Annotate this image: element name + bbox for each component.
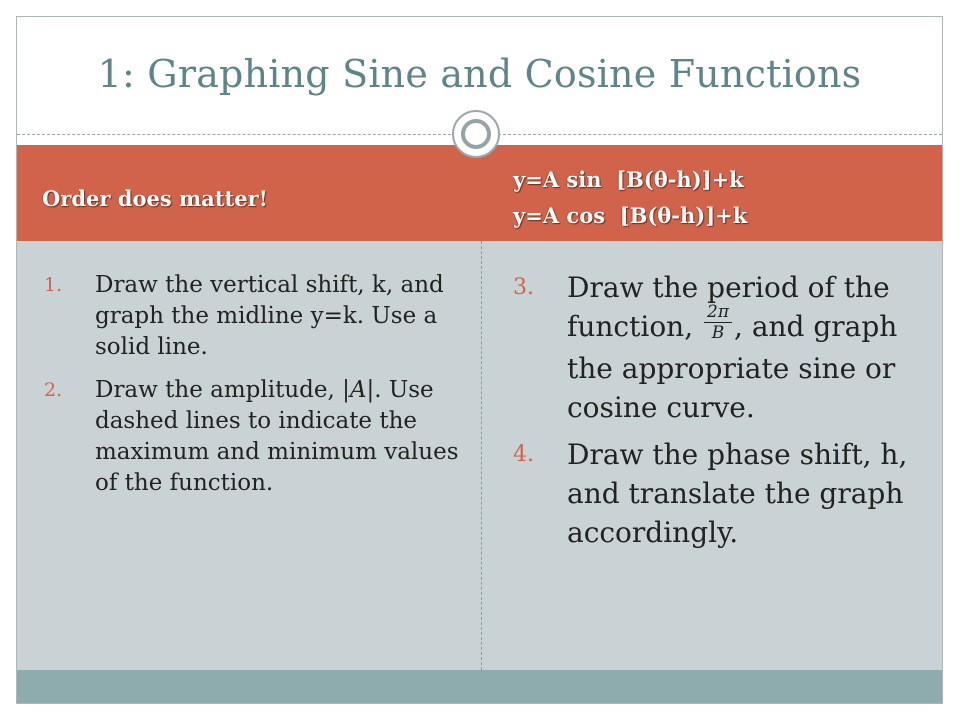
step-number: 1. [44, 274, 63, 296]
circle-ornament-icon [452, 110, 500, 158]
amplitude-math: |A| [342, 377, 375, 403]
fraction-numerator: 2π [704, 302, 732, 323]
cosine-equation: y=A cos [B(θ-h)]+k [513, 203, 748, 228]
step-text: Draw the phase shift, h, and translate the graph accordingly. [567, 438, 908, 549]
list-item [513, 268, 933, 427]
step-text: Draw the vertical shift, k, and graph the midline y=k. Use a solid line. [95, 272, 444, 360]
left-steps-list [44, 270, 464, 511]
step-text-end: , and graph the appropriate sine or cosine curve. [567, 310, 898, 424]
period-fraction [704, 302, 732, 343]
slide-title: 1: Graphing Sine and Cosine Functions [97, 52, 862, 96]
fraction-denominator: B [711, 323, 725, 343]
list-item [44, 375, 464, 499]
step-number: 3. [513, 275, 534, 300]
footer-band [17, 670, 942, 703]
step-text-end: . Use dashed lines to indicate the maximum and minimum values of the function. [95, 377, 459, 496]
sine-equation: y=A sin [B(θ-h)]+k [513, 167, 744, 192]
step-text-start: Draw the period of the function, [567, 271, 890, 343]
list-item [513, 435, 933, 552]
right-steps-list [513, 268, 933, 560]
right-column-heading [513, 162, 747, 234]
list-item [44, 270, 464, 363]
step-number: 4. [513, 442, 534, 467]
column-divider [481, 241, 482, 670]
step-number: 2. [44, 379, 63, 401]
step-text-start: Draw the amplitude, [95, 377, 343, 403]
left-column-heading: Order does matter! [42, 186, 268, 211]
